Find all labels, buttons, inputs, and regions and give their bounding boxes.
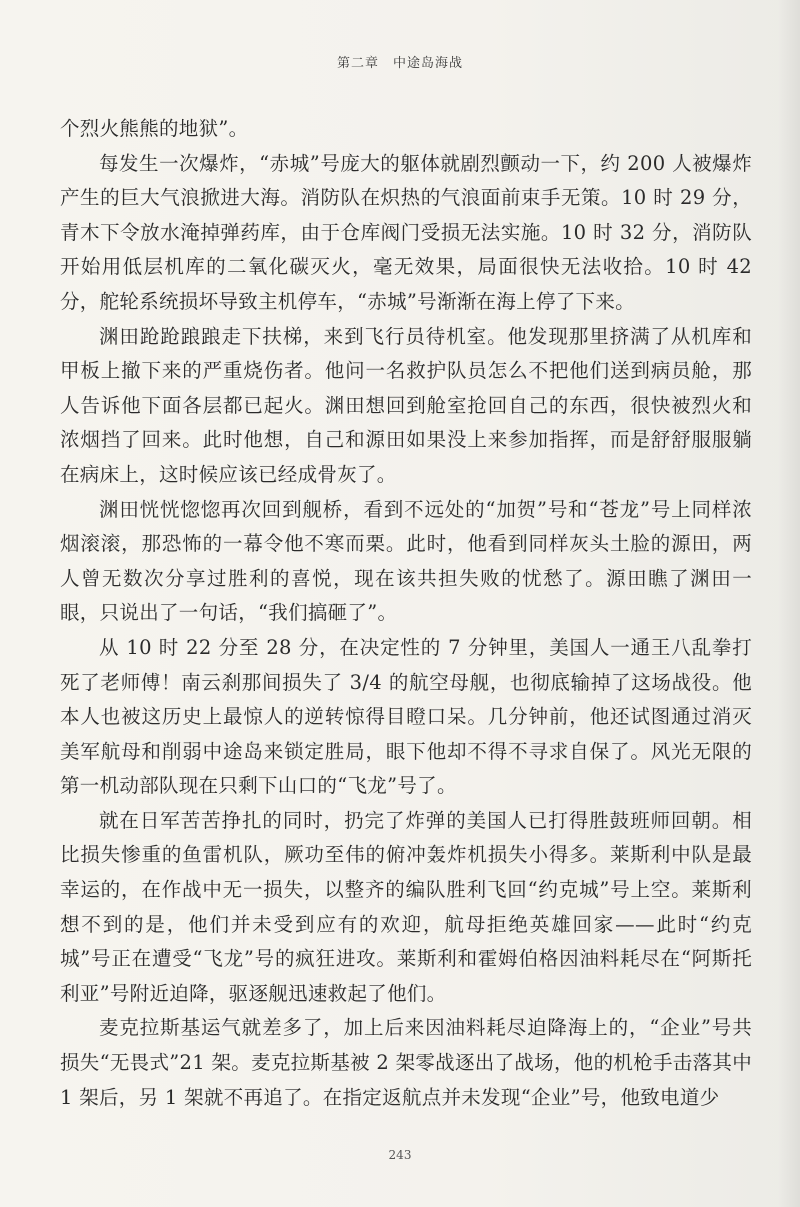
paragraph-continuation: 个烈火熊熊的地狱”。 xyxy=(60,117,249,140)
paragraph: 渊田跄跄踉踉走下扶梯，来到飞行员待机室。他发现那里挤满了从机库和甲板上撤下来的严重烧伤者。他问一名救护队员怎么不把他们送到病员舱，那人告诉他下面各层都已起火。渊田想回到舱室抢回自己的东西，很快被烈火和浓烟挡了回来。此时他想，自己和源田如果没上来参加指挥，而是舒舒服服躺在病床上，这时候应该已经成骨灰了。 xyxy=(60,324,752,486)
paragraph: 从 10 时 22 分至 28 分，在决定性的 7 分钟里，美国人一通王八乱拳打死了老师傅！南云刹那间损失了 3/4 的航空母舰，也彻底输掉了这场战役。他本人也被这历史上最惊人的逆转惊得目瞪口呆。几分钟前，他还试图通过消灭美军航母和削弱中途岛来锁定胜局，眼下他却不得不寻求自保了。风光无限的第一机动部队现在只剩下山口的“飞龙”号了。 xyxy=(60,635,752,798)
page-number: 243 xyxy=(388,1148,412,1162)
running-head: 第二章 中途岛海战 xyxy=(336,56,463,71)
paragraph: 就在日军苦苦挣扎的同时，扔完了炸弹的美国人已打得胜鼓班师回朝。相比损失惨重的鱼雷机队，厥功至伟的俯冲轰炸机损失小得多。莱斯利中队是最幸运的，在作战中无一损失，以整齐的编队胜利飞回“约克城”号上空。莱斯利想不到的是，他们并未受到应有的欢迎，航母拒绝英雄回家——此时“约克城”号正在遭受“飞龙”号的疯狂进攻。莱斯利和霍姆伯格因油料耗尽在“阿斯托利亚”号附近迫降，驱逐舰迅速救起了他们。 xyxy=(60,808,752,1005)
page-gutter-shadow xyxy=(778,0,800,1207)
body-text xyxy=(60,112,752,1115)
paragraph: 麦克拉斯基运气就差多了，加上后来因油料耗尽迫降海上的，“企业”号共损失“无畏式”21 架。麦克拉斯基被 2 架零战逐出了战场，他的机枪手击落其中 1 架后，另 1 架就不再追了。在指定返航点并未发现“企业”号，他致电道少 xyxy=(60,1016,752,1109)
paragraph: 渊田恍恍惚惚再次回到舰桥，看到不远处的“加贺”号和“苍龙”号上同样浓烟滚滚，那恐怖的一幕令他不寒而栗。此时，他看到同样灰头土脸的源田，两人曾无数次分享过胜利的喜悦，现在该共担失败的忧愁了。源田瞧了渊田一眼，只说出了一句话，“我们搞砸了”。 xyxy=(60,497,752,625)
paragraph: 每发生一次爆炸，“赤城”号庞大的躯体就剧烈颤动一下，约 200 人被爆炸产生的巨大气浪掀进大海。消防队在炽热的气浪面前束手无策。10 时 29 分，青木下令放水淹掉弹药库，由于仓库阀门受损无法实施。10 时 32 分，消防队开始用低层机库的二氧化碳灭火，毫无效果，局面很快无法收拾。10 时 42 分，舵轮系统损坏导致主机停车，“赤城”号渐渐在海上停了下来。 xyxy=(60,151,752,313)
